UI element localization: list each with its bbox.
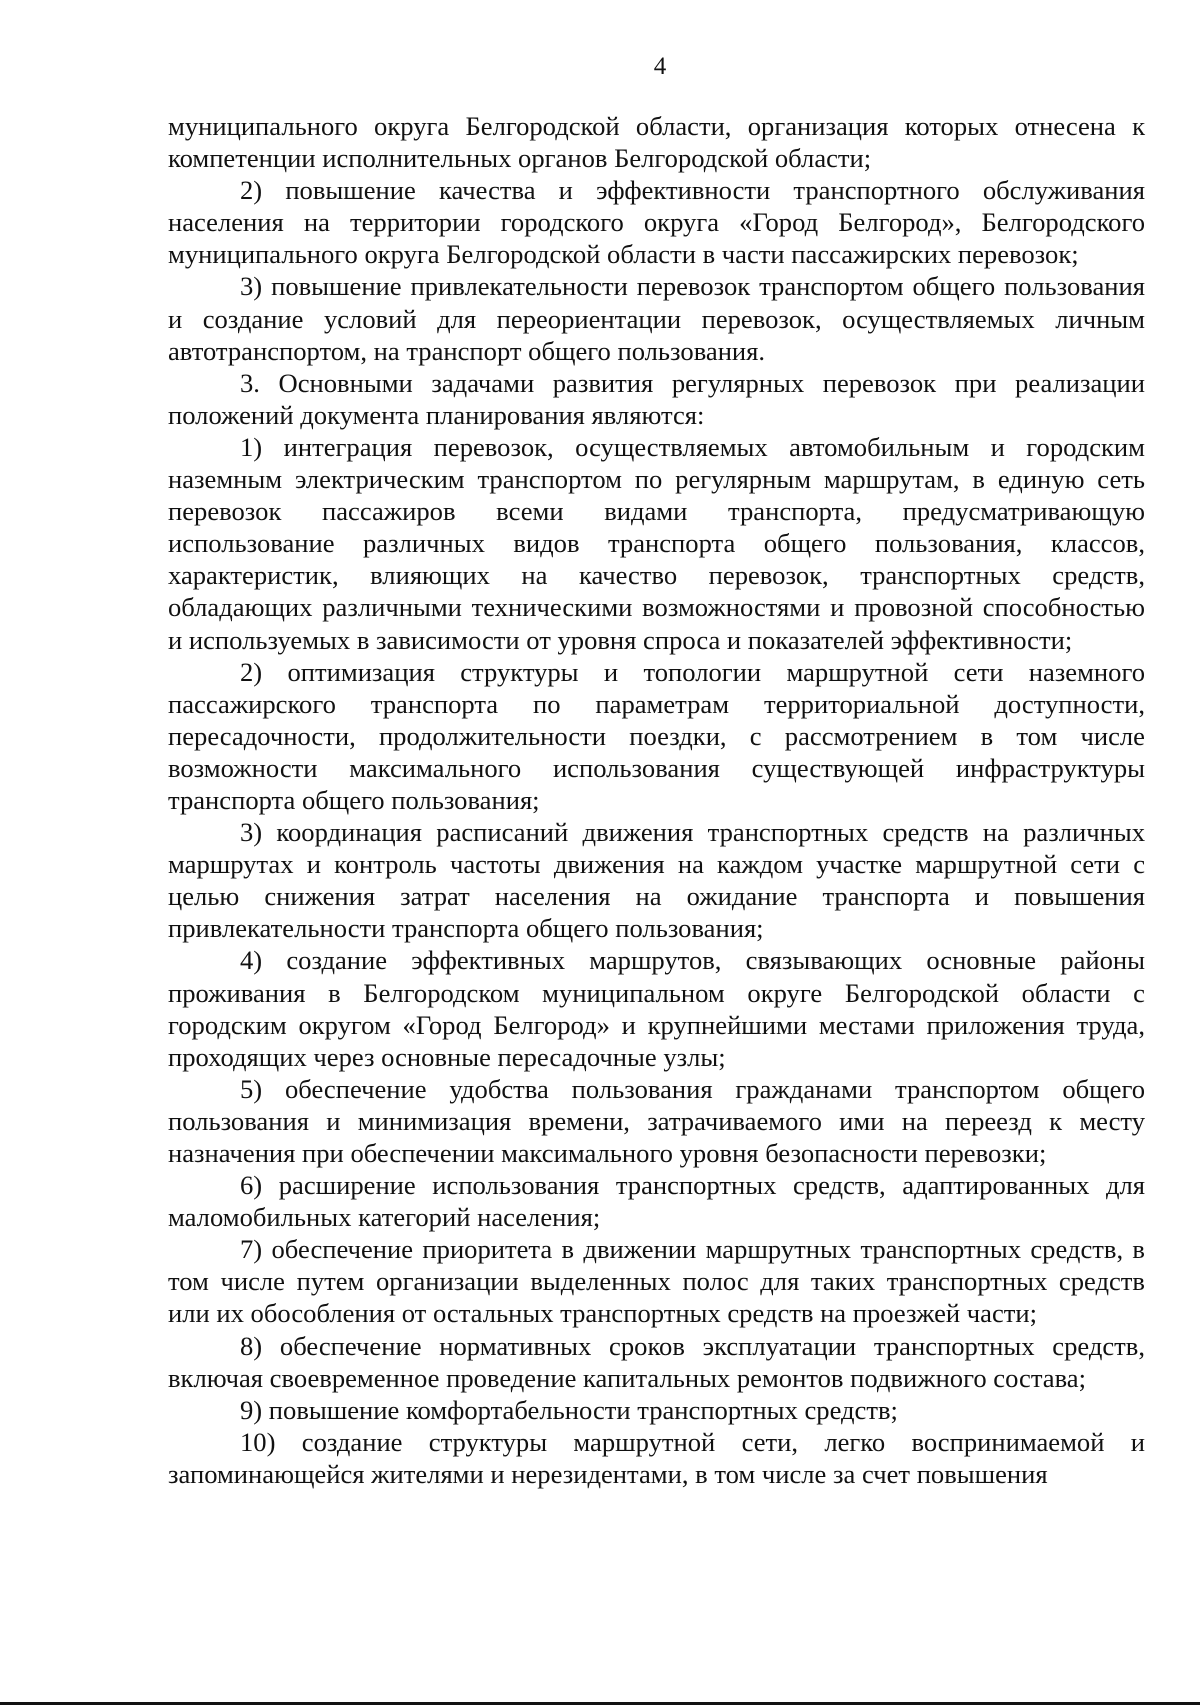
paragraph: 5) обеспечение удобства пользования гражданами транспортом общего пользования и минимизация времени, затрачиваемого ими на переезд к месту назначения при обеспечении максимального уровня безопасности перевозки; [168,1073,1145,1168]
paragraph: 9) повышение комфортабельности транспортных средств; [240,1394,898,1425]
document-body [168,110,1145,1490]
paragraph: 7) обеспечение приоритета в движении маршрутных транспортных средств, в том числе путем организации выделенных полос для таких транспортных средств или их обособления от остальных транспортных средств на проезжей части; [168,1234,1145,1329]
paragraph: 8) обеспечение нормативных сроков эксплуатации транспортных средств, включая своевременное проведение капитальных ремонтов подвижного состава; [168,1330,1145,1393]
paragraph: 2) оптимизация структуры и топологии маршрутной сети наземного пассажирского транспорта по параметрам территориальной доступности, пересадочности, продолжительности поездки, с рассмотрением в том числе возможности максимального использования существующей инфраструктуры транспорта общего пользования; [168,656,1145,815]
paragraph: 3) повышение привлекательности перевозок транспортом общего пользования и создание условий для переориентации перевозок, осуществляемых личным автотранспортом, на транспорт общего пользования. [168,271,1145,366]
paragraph: 3) координация расписаний движения транспортных средств на различных маршрутах и контроль частоты движения на каждом участке маршрутной сети с целью снижения затрат населения на ожидание транспорта и повышения привлекательности транспорта общего пользования; [168,817,1145,944]
paragraph: 10) создание структуры маршрутной сети, легко воспринимаемой и запоминающейся жителями и нерезидентами, в том числе за счет повышения [168,1426,1145,1489]
paragraph: 2) повышение качества и эффективности транспортного обслуживания населения на территории городского округа «Город Белгород», Белгородского муниципального округа Белгородской области в части пассажирских перевозок; [168,175,1145,270]
paragraph: 4) создание эффективных маршрутов, связывающих основные районы проживания в Белгородском муниципальном округе Белгородской области с городским округом «Город Белгород» и крупнейшими местами приложения труда, проходящих через основные пересадочные узлы; [168,945,1145,1072]
paragraph: 1) интеграция перевозок, осуществляемых автомобильным и городским наземным электрическим транспортом по регулярным маршрутам, в единую сеть перевозок пассажиров всеми видами транспорта, предусматривающую использование различных видов транспорта общего пользования, классов, характеристик, влияющих на качество перевозок, транспортных средств, обладающих различными техническими возможностями и провозной способностью и используемых в зависимости от уровня спроса и показателей эффективности; [168,431,1145,655]
paragraph: 3. Основными задачами развития регулярных перевозок при реализации положений документа планирования являются: [168,367,1145,430]
paragraph: муниципального округа Белгородской области, организация которых отнесена к компетенции исполнительных органов Белгородской области; [168,111,1145,174]
paragraph: 6) расширение использования транспортных средств, адаптированных для маломобильных категорий населения; [168,1170,1145,1233]
page-number: 4 [653,53,667,80]
